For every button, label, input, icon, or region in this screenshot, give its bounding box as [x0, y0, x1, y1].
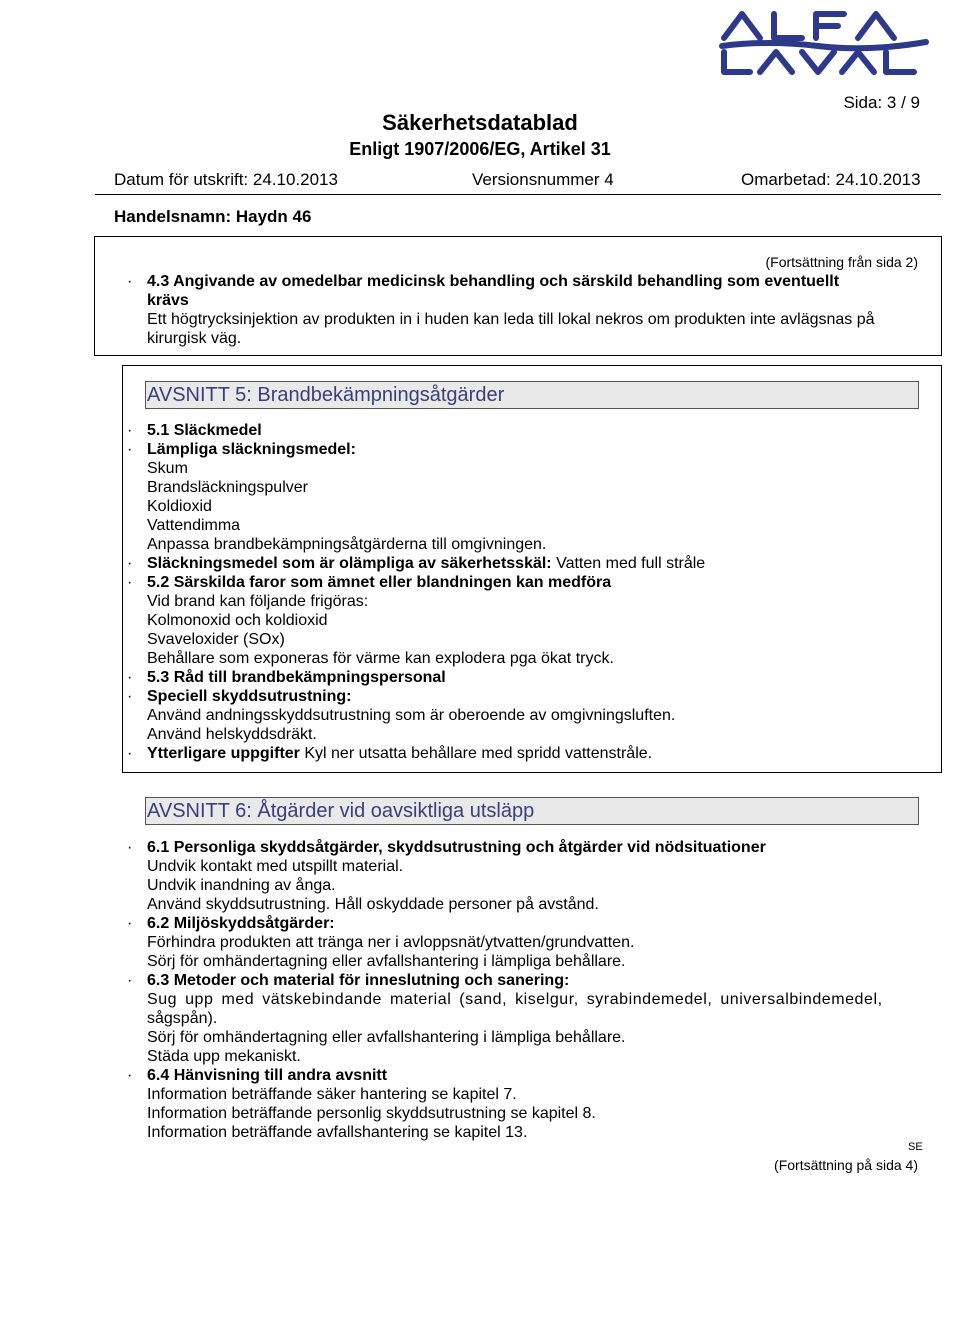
section-6-3-line: Sörj för omhändertagning eller avfallshantering i lämpliga behållare.	[147, 1029, 626, 1046]
ppe-label: Speciell skyddsutrustning:	[147, 688, 352, 705]
section-6-4-line: Information beträffande avfallshantering se kapitel 13.	[147, 1124, 528, 1141]
section-5-heading: AVSNITT 5: Brandbekämpningsåtgärder	[145, 381, 919, 409]
additional-info	[147, 744, 652, 763]
additional-info-value: Kyl ner utsatta behållare med spridd vattenstråle.	[304, 745, 653, 762]
section-6-4-title: 6.4 Hänvisning till andra avsnitt	[147, 1067, 388, 1084]
country-code: SE	[908, 1141, 923, 1153]
section-5-2-line: Behållare som exponeras för värme kan explodera pga ökat tryck.	[147, 650, 614, 667]
page-number: Sida: 3 / 9	[843, 93, 920, 112]
suitable-media-item: Brandsläckningspulver	[147, 479, 308, 496]
bullet: ·	[127, 745, 133, 762]
unsuitable-media	[147, 554, 705, 573]
section-6-heading: AVSNITT 6: Åtgärder vid oavsiktliga utsläpp	[145, 797, 919, 825]
section-5-2-line: Svaveloxider (SOx)	[147, 631, 285, 648]
section-6-4-line: Information beträffande personlig skyddsutrustning se kapitel 8.	[147, 1105, 596, 1122]
bullet: ·	[127, 669, 133, 686]
section-6-2-line: Sörj för omhändertagning eller avfallshantering i lämpliga behållare.	[147, 953, 626, 970]
bullet: ·	[127, 688, 133, 705]
additional-info-label: Ytterligare uppgifter	[147, 745, 300, 762]
section-5-2-line: Kolmonoxid och koldioxid	[147, 612, 328, 629]
bullet: ·	[127, 915, 133, 932]
section-6-1-line: Undvik kontakt med utspillt material.	[147, 858, 404, 875]
section-5-2-line: Vid brand kan följande frigöras:	[147, 593, 369, 610]
trade-name: Handelsnamn: Haydn 46	[114, 207, 312, 226]
unsuitable-media-value: Vatten med full stråle	[556, 555, 706, 572]
alfa-laval-logo	[718, 6, 932, 78]
bullet: ·	[127, 273, 133, 290]
bullet: ·	[127, 441, 133, 458]
suitable-media-item: Anpassa brandbekämpningsåtgärderna till omgivningen.	[147, 536, 547, 553]
header-divider	[95, 194, 941, 195]
section-4-3-text-cont: kirurgisk väg.	[147, 330, 242, 347]
bullet: ·	[127, 555, 133, 572]
section-6-4-line: Information beträffande säker hantering se kapitel 7.	[147, 1086, 517, 1103]
section-5-2-title: 5.2 Särskilda faror som ämnet eller blandningen kan medföra	[147, 574, 612, 591]
section-5-3-title: 5.3 Råd till brandbekämpningspersonal	[147, 669, 446, 686]
suitable-media-label: Lämpliga släckningsmedel:	[147, 441, 356, 458]
document-title: Säkerhetsdatablad	[382, 110, 578, 135]
section-6-3-line: Städa upp mekaniskt.	[147, 1048, 301, 1065]
continued-to-note: (Fortsättning på sida 4)	[774, 1157, 918, 1173]
section-6-3-title: 6.3 Metoder och material för inneslutning och sanering:	[147, 972, 570, 989]
unsuitable-media-label: Släckningsmedel som är olämpliga av säkerhetsskäl:	[147, 555, 552, 572]
bullet: ·	[127, 574, 133, 591]
section-6-2-line: Förhindra produkten att tränga ner i avloppsnät/ytvatten/grundvatten.	[147, 934, 635, 951]
document-subtitle: Enligt 1907/2006/EG, Artikel 31	[349, 139, 611, 159]
bullet: ·	[127, 839, 133, 856]
ppe-line: Använd helskyddsdräkt.	[147, 726, 317, 743]
section-6-3-line: Sug upp med vätskebindande material (sand, kiselgur, syrabindemedel, universalbindemedel,	[147, 991, 883, 1008]
section-6-3-line: sågspån).	[147, 1010, 218, 1027]
section-6-2-title: 6.2 Miljöskyddsåtgärder:	[147, 915, 335, 932]
section-6-1-line: Använd skyddsutrustning. Håll oskyddade personer på avstånd.	[147, 896, 599, 913]
print-date: Datum för utskrift: 24.10.2013	[114, 170, 338, 189]
ppe-line: Använd andningsskyddsutrustning som är oberoende av omgivningsluften.	[147, 707, 676, 724]
section-4-3-title: 4.3 Angivande av omedelbar medicinsk behandling och särskild behandling som eventuellt	[147, 273, 840, 290]
bullet: ·	[127, 972, 133, 989]
section-4-3-title-cont: krävs	[147, 292, 189, 309]
section-4-3-text: Ett högtrycksinjektion av produkten in i huden kan leda till lokal nekros om produkten inte avlägsnas på	[147, 311, 875, 328]
continued-from-note: (Fortsättning från sida 2)	[765, 254, 918, 270]
section-5-1-title: 5.1 Släckmedel	[147, 422, 262, 439]
suitable-media-item: Skum	[147, 460, 188, 477]
suitable-media-item: Vattendimma	[147, 517, 241, 534]
bullet: ·	[127, 422, 133, 439]
bullet: ·	[127, 1067, 133, 1084]
revised-date: Omarbetad: 24.10.2013	[741, 170, 921, 189]
section-6-1-line: Undvik inandning av ånga.	[147, 877, 336, 894]
section-6-1-title: 6.1 Personliga skyddsåtgärder, skyddsutrustning och åtgärder vid nödsituationer	[147, 839, 766, 856]
version-number: Versionsnummer 4	[472, 170, 614, 189]
suitable-media-item: Koldioxid	[147, 498, 212, 515]
